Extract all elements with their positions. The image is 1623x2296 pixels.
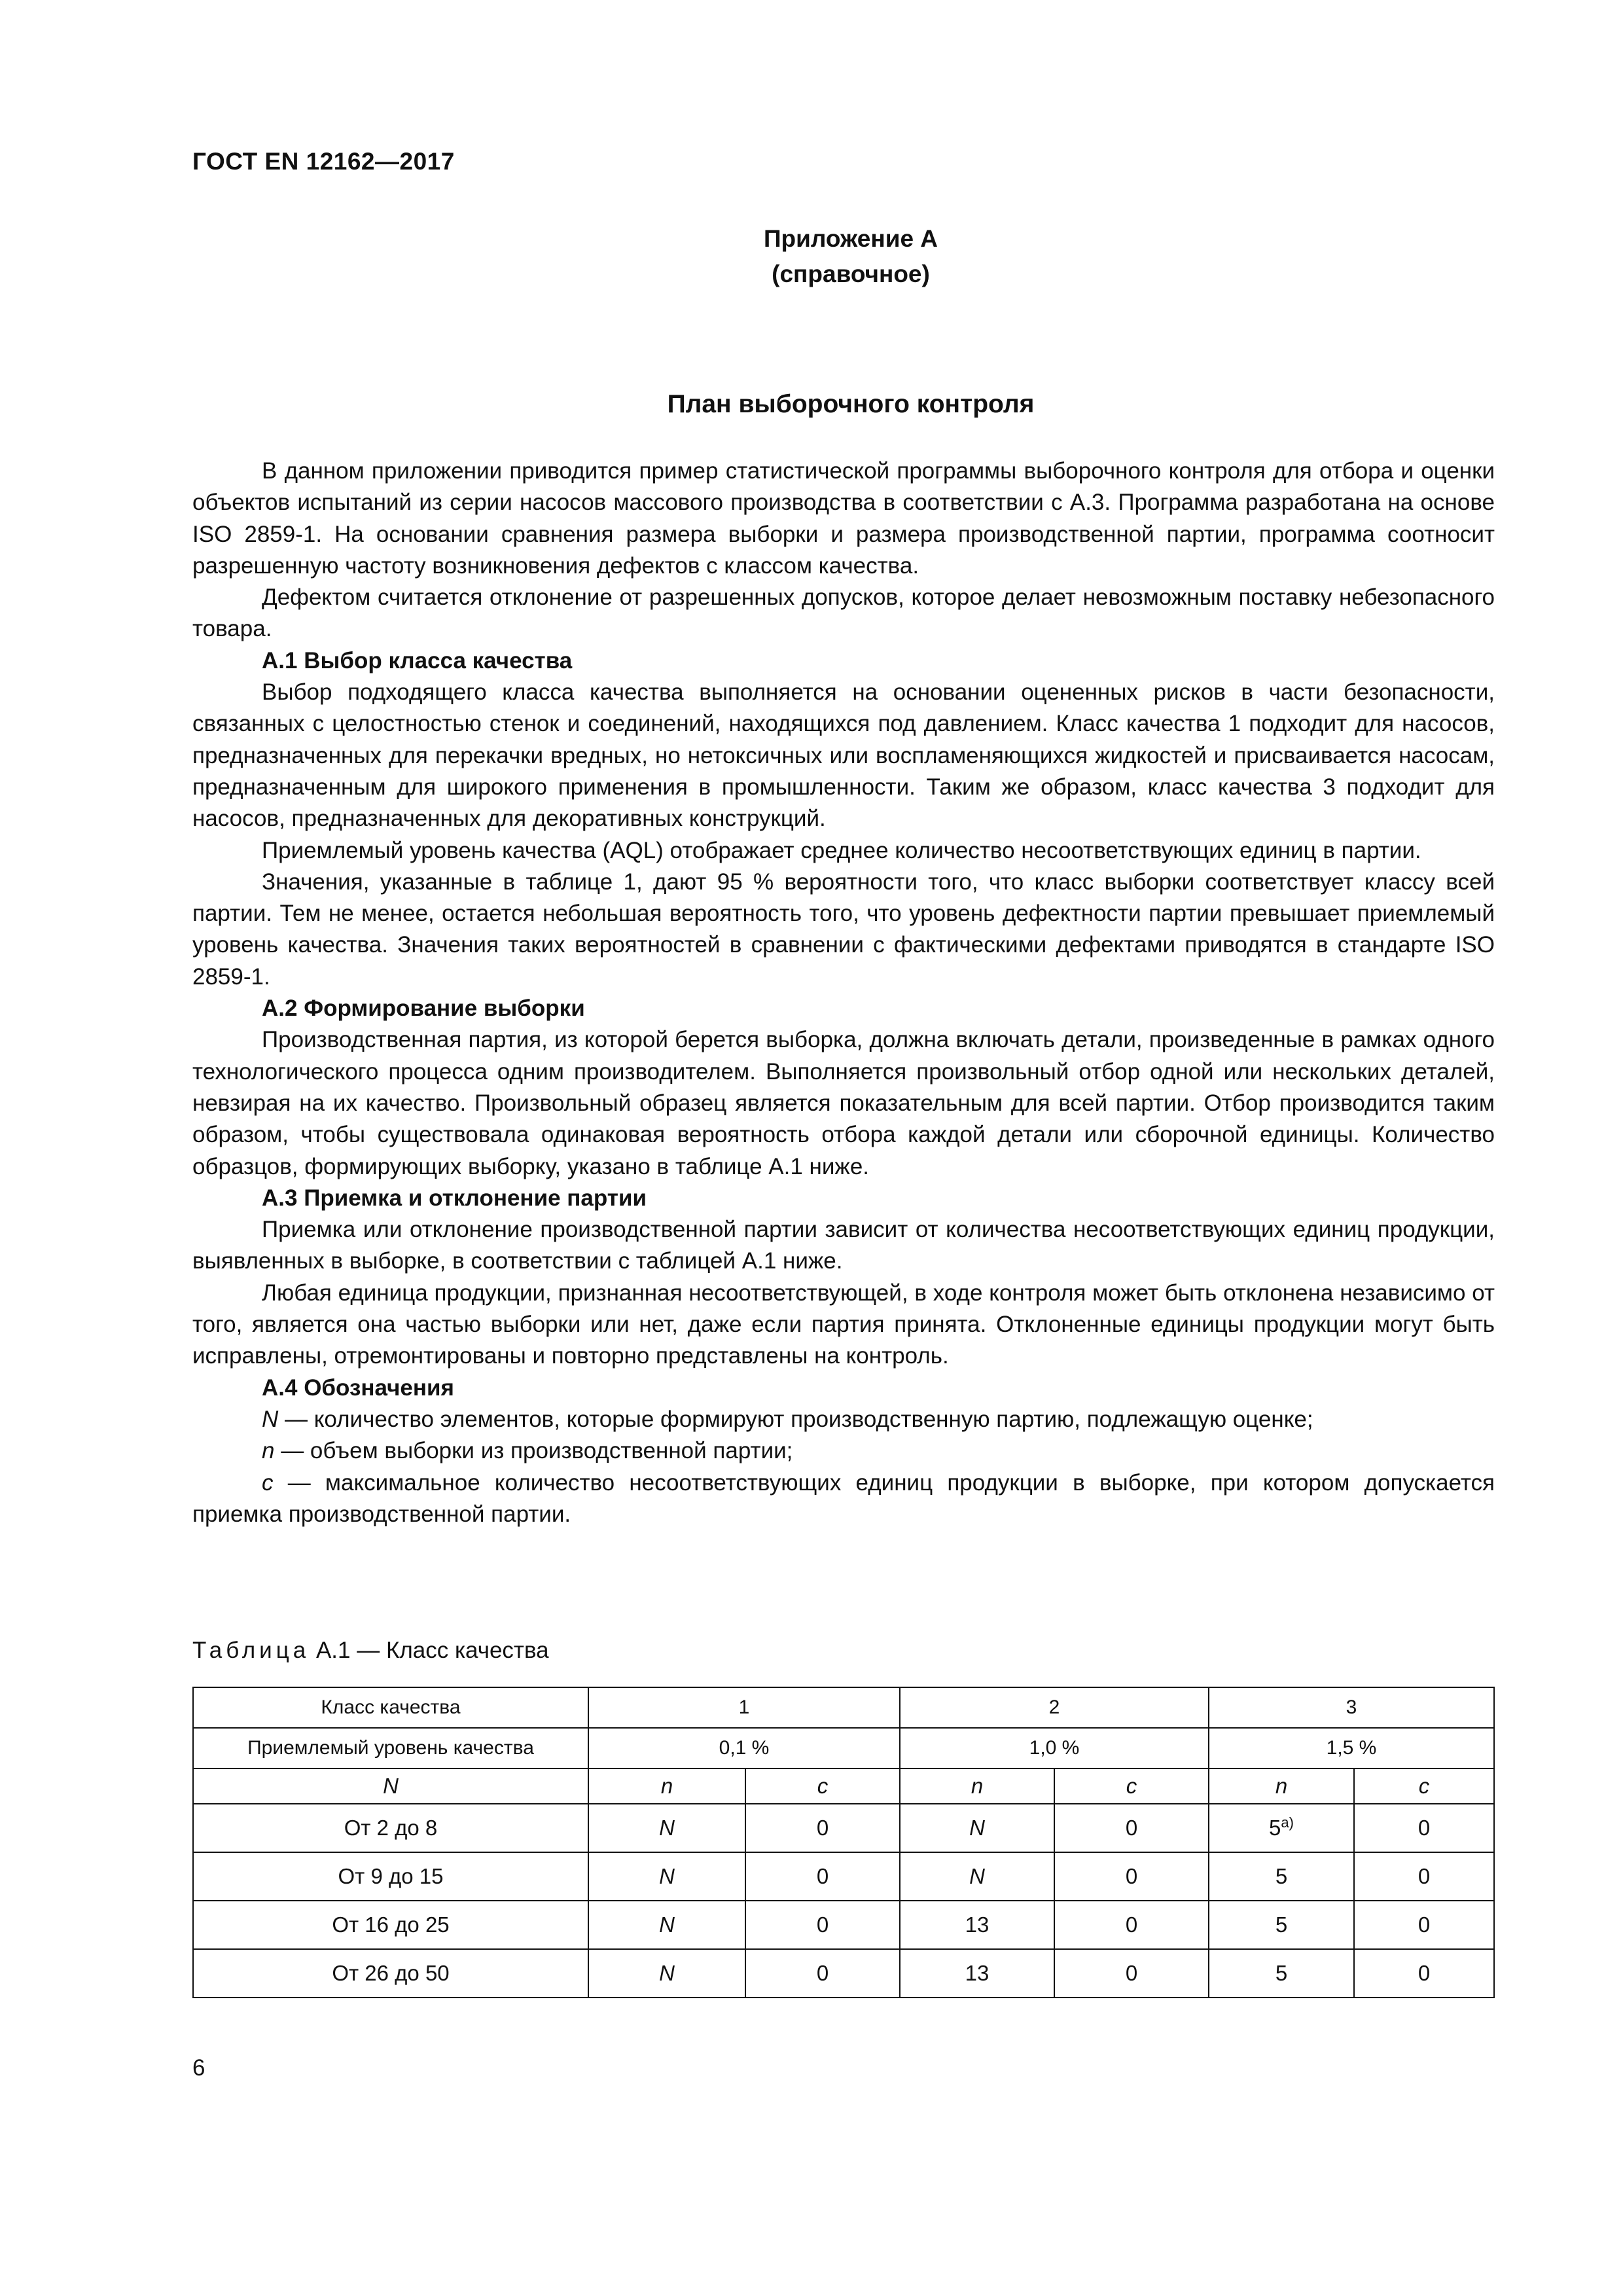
subsection-heading: А.4 Обозначения: [262, 1374, 454, 1401]
table-cell: N: [588, 1949, 745, 1998]
header-cell: 0,1 %: [588, 1728, 900, 1768]
table-cell: 13: [900, 1949, 1054, 1998]
page-number: 6: [192, 2055, 205, 2081]
table-cell: 13: [900, 1901, 1054, 1949]
subsection-heading: А.2 Формирование выборки: [262, 996, 585, 1022]
table-row: [193, 1804, 1494, 1852]
table-cell: [1209, 1804, 1354, 1852]
header-cell: Приемлемый уровень качества: [193, 1728, 588, 1768]
paragraph: Значения, указанные в таблице 1, дают 95 % вероятности того, что класс выборки соответствует классу всей партии. Тем не менее, остается небольшая вероятность того, что уровень дефектности партии превышает приемлемый уровень качества. Значения таких вероятностей в сравнении с фактическими дефектами приводятся в стандарте ISO 2859-1.: [192, 869, 1495, 990]
header-cell: c: [1054, 1768, 1209, 1804]
definition-symbol: n: [262, 1438, 275, 1464]
table-cell: 0: [1054, 1852, 1209, 1901]
header-cell: n: [900, 1768, 1054, 1804]
table-cell: N: [900, 1804, 1054, 1852]
paragraph: Любая единица продукции, признанная несоответствующей, в ходе контроля может быть отклонена независимо от того, является она частью выборки или нет, даже если партия принята. Отклоненные единицы продукции могут быть исправлены, отремонтированы и повторно представлены на контроль.: [192, 1280, 1495, 1369]
table-cell: 0: [1354, 1804, 1494, 1852]
table-cell: N: [900, 1852, 1054, 1901]
table-cell: От 9 до 15: [193, 1852, 588, 1901]
table-caption-prefix: Таблица: [192, 1638, 310, 1663]
paragraph: Приемка или отклонение производственной партии зависит от количества несоответствующих единиц продукции, выявленных в выборке, в соответствии с таблицей А.1 ниже.: [192, 1217, 1495, 1274]
table-caption-text: А.1 — Класс качества: [310, 1638, 549, 1663]
definition-item: [192, 1467, 1495, 1531]
section-title: План выборочного контроля: [667, 390, 1035, 418]
definition-item: [192, 1435, 1495, 1467]
definition-symbol: c: [262, 1469, 274, 1496]
header-cell: 2: [900, 1687, 1209, 1728]
table-cell: 0: [1054, 1949, 1209, 1998]
header-cell: 1,0 %: [900, 1728, 1209, 1768]
table-row: [193, 1949, 1494, 1998]
table-cell: 0: [745, 1852, 900, 1901]
table-cell: 5: [1209, 1901, 1354, 1949]
table-cell: 0: [745, 1901, 900, 1949]
table-cell: 0: [1354, 1852, 1494, 1901]
paragraph: Приемлемый уровень качества (AQL) отображает среднее количество несоответствующих единиц в партии.: [262, 837, 1421, 863]
definition-text: — объем выборки из производственной партии;: [274, 1438, 793, 1464]
table-cell: 0: [745, 1949, 900, 1998]
header-cell: 3: [1209, 1687, 1494, 1728]
definition-item: [192, 1404, 1495, 1435]
table-cell: 0: [1054, 1804, 1209, 1852]
table-cell: 0: [745, 1804, 900, 1852]
paragraph: В данном приложении приводится пример статистической программы выборочного контроля для отбора и оценки объектов испытаний из серии насосов массового производства в соответствии с А.3. Программа разработана на основе ISO 2859-1. На основании сравнения размера выборки и размера производственной партии, программа соотносит разрешенную частоту возникновения дефектов с классом качества.: [192, 458, 1495, 579]
table-cell: N: [588, 1804, 745, 1852]
footnote-marker: а): [1281, 1814, 1294, 1831]
table-cell: 0: [1354, 1901, 1494, 1949]
header-cell: n: [588, 1768, 745, 1804]
definition-text: — количество элементов, которые формируют производственную партию, подлежащую оценке;: [278, 1406, 1313, 1432]
table-cell: 5: [1209, 1852, 1354, 1901]
header-cell: 1: [588, 1687, 900, 1728]
standard-designation: ГОСТ EN 12162—2017: [192, 148, 455, 175]
table-row: [193, 1901, 1494, 1949]
table-cell: 0: [1354, 1949, 1494, 1998]
paragraph: Дефектом считается отклонение от разрешенных допусков, которое делает невозможным поставку небезопасного товара.: [192, 584, 1495, 642]
definition-text: — максимальное количество несоответствующих единиц продукции в выборке, при котором допускается приемка производственной партии.: [192, 1469, 1495, 1527]
header-cell: c: [1354, 1768, 1494, 1804]
table-cell: N: [588, 1901, 745, 1949]
paragraph: Выбор подходящего класса качества выполняется на основании оцененных рисков в части безопасности, связанных с целостностью стенок и соединений, находящихся под давлением. Класс качества 1 подходит для насосов, предназначенных для перекачки вредных, но нетоксичных или воспламеняющихся жидкостей и присваивается насосам, предназначенным для широкого применения в промышленности. Таким же образом, класс качества 3 подходит для насосов, предназначенных для декоративных конструкций.: [192, 679, 1495, 832]
table-header-row: [193, 1728, 1494, 1768]
table-cell: От 2 до 8: [193, 1804, 588, 1852]
header-cell: c: [745, 1768, 900, 1804]
table-header-row: [193, 1687, 1494, 1728]
header-cell: n: [1209, 1768, 1354, 1804]
table-cell: N: [588, 1852, 745, 1901]
header-cell: 1,5 %: [1209, 1728, 1494, 1768]
definition-symbol: N: [262, 1406, 279, 1432]
table-caption: [192, 1638, 549, 1664]
table-header-row: [193, 1768, 1494, 1804]
document-body: [192, 456, 1495, 1530]
appendix-title: Приложение А: [763, 225, 938, 252]
table-cell: От 16 до 25: [193, 1901, 588, 1949]
appendix-heading: [720, 221, 982, 292]
header-cell: Класс качества: [193, 1687, 588, 1728]
table-cell: 0: [1054, 1901, 1209, 1949]
table-row: [193, 1852, 1494, 1901]
cell-value: 5: [1269, 1816, 1281, 1840]
table-cell: 5: [1209, 1949, 1354, 1998]
table-cell: От 26 до 50: [193, 1949, 588, 1998]
paragraph: Производственная партия, из которой берется выборка, должна включать детали, произведенные в рамках одного технологического процесса одним производителем. Выполняется произвольный отбор одной или нескольких деталей, невзирая на их качество. Произвольный образец является показательным для всей партии. Отбор производится таким образом, чтобы существовала одинаковая вероятность отбора каждой детали или сборочной единицы. Количество образцов, формирующих выборку, указано в таблице А.1 ниже.: [192, 1027, 1495, 1179]
subsection-heading: А.1 Выбор класса качества: [262, 647, 573, 673]
subsection-heading: А.3 Приемка и отклонение партии: [262, 1185, 647, 1211]
header-cell: N: [193, 1768, 588, 1804]
quality-class-table: [192, 1687, 1495, 1998]
appendix-type: (справочное): [772, 260, 930, 287]
